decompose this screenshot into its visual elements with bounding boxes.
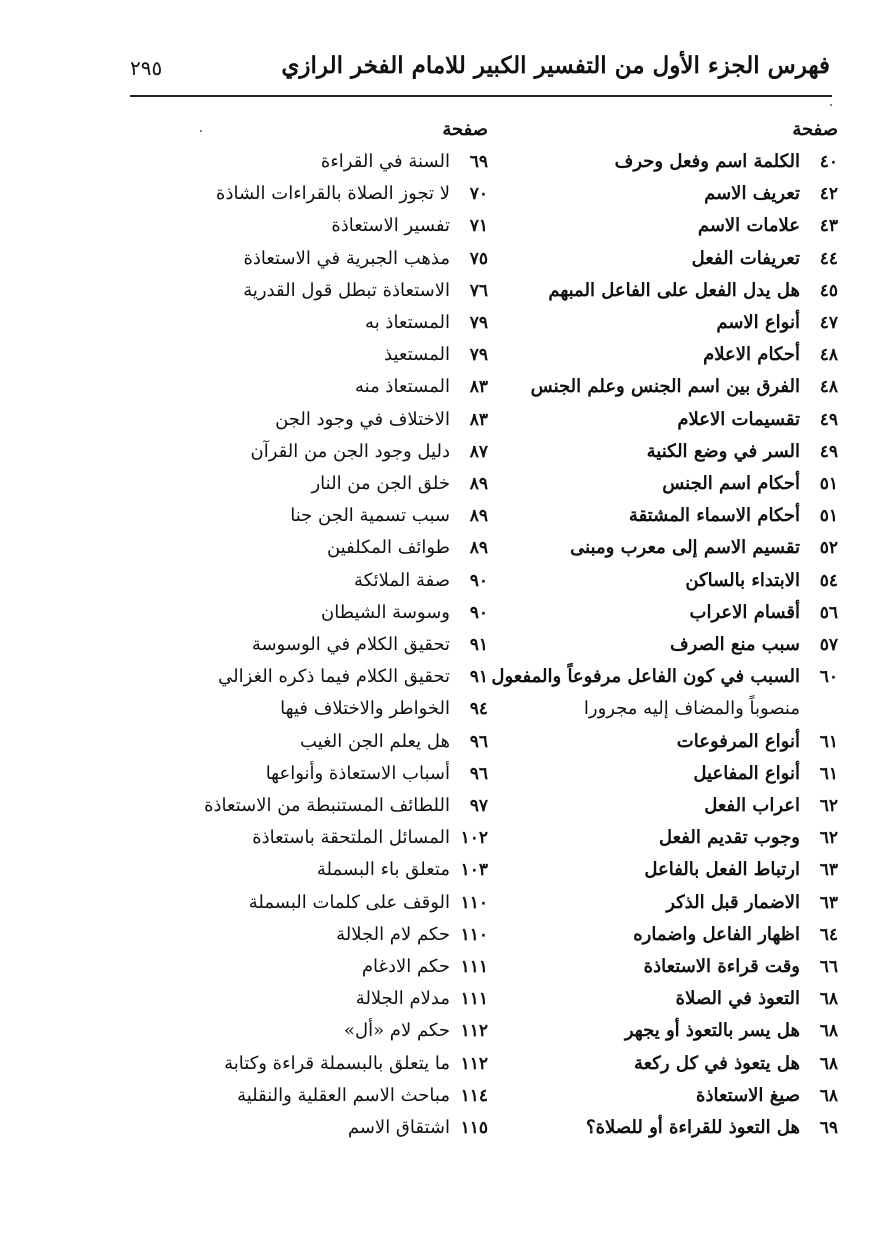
entry-page-number: ١١١ <box>460 989 488 1010</box>
entry-title: المسائل الملتحقة باستعاذة <box>252 827 450 849</box>
index-entry <box>528 1015 838 1047</box>
entry-title: أحكام الاعلام <box>703 344 800 366</box>
entry-title: اللطائف المستنبطة من الاستعاذة <box>204 795 450 817</box>
entry-title: المستعيذ <box>384 344 450 366</box>
entry-title: تفسير الاستعاذة <box>331 215 450 237</box>
entry-title: السر في وضع الكنية <box>646 440 800 462</box>
entry-page-number: ٦٨ <box>819 989 838 1010</box>
entry-page-number: ٦٨ <box>819 1085 838 1106</box>
entry-title: ارتباط الفعل بالفاعل <box>644 859 800 881</box>
index-entry <box>198 693 488 725</box>
index-entry <box>528 307 838 339</box>
index-entry <box>198 887 488 919</box>
entry-page-number: ٨٧ <box>469 441 488 462</box>
entry-title: الوقف على كلمات البسملة <box>248 891 450 913</box>
index-entry <box>198 1112 488 1144</box>
entry-page-number: ٥٤ <box>819 570 838 591</box>
index-entry <box>528 500 838 532</box>
entry-page-number: ٤٩ <box>819 441 838 462</box>
header-rule <box>130 95 832 97</box>
entry-title: حكم لام الجلالة <box>336 923 450 945</box>
index-entry <box>528 629 838 661</box>
index-entry <box>198 178 488 210</box>
index-entry <box>198 661 488 693</box>
scan-speck <box>830 104 832 106</box>
index-entry <box>491 661 838 693</box>
entry-title: أقسام الاعراب <box>689 601 800 623</box>
index-entry <box>198 1015 488 1047</box>
index-entry <box>528 887 838 919</box>
entry-title: التعوذ في الصلاة <box>675 988 800 1010</box>
index-entry <box>198 951 488 983</box>
index-entry <box>528 790 838 822</box>
index-entry <box>198 726 488 758</box>
entry-title: أسباب الاستعاذة وأنواعها <box>265 762 450 784</box>
entry-title: طوائف المكلفين <box>326 537 450 559</box>
entry-page-number: ٤٤ <box>819 248 838 269</box>
entry-title: هل يعلم الجن الغيب <box>299 730 450 752</box>
index-entry <box>198 404 488 436</box>
column-heading: صفحة <box>792 119 838 140</box>
entry-title: أنواع المرفوعات <box>676 730 800 752</box>
entry-title: ما يتعلق بالبسملة قراءة وكتابة <box>224 1052 450 1074</box>
entry-page-number: ٩٦ <box>469 731 488 752</box>
entry-page-number: ٤٥ <box>819 280 838 301</box>
entry-page-number: ٦٩ <box>819 1118 838 1139</box>
entry-title: سبب تسمية الجن جنا <box>290 505 450 527</box>
index-entry <box>528 146 838 178</box>
entry-page-number: ٩٠ <box>469 570 488 591</box>
entry-page-number: ٧٠ <box>469 184 488 205</box>
entry-page-number: ١١٢ <box>460 1053 488 1074</box>
entry-page-number: ٤٨ <box>819 345 838 366</box>
entry-title: هل التعوذ للقراءة أو للصلاة؟ <box>586 1117 800 1139</box>
entry-page-number: ٩٧ <box>469 796 488 817</box>
index-entry <box>528 919 838 951</box>
entry-page-number: ٤٩ <box>819 409 838 430</box>
entry-page-number: ٧١ <box>469 216 488 237</box>
page-header <box>130 52 830 94</box>
index-entry <box>198 1080 488 1112</box>
entry-title: الكلمة اسم وفعل وحرف <box>614 151 800 172</box>
entry-title: وجوب تقديم الفعل <box>658 827 800 849</box>
index-entry <box>198 1048 488 1080</box>
column-heading: صفحة <box>442 119 488 140</box>
entry-page-number: ٤٣ <box>819 216 838 237</box>
entry-page-number: ٦١ <box>819 731 838 752</box>
entry-page-number: ٨٣ <box>469 377 488 398</box>
entry-page-number: ٤٢ <box>819 184 838 205</box>
entry-page-number: ٨٩ <box>469 538 488 559</box>
index-entry <box>198 919 488 951</box>
entry-title: هل يدل الفعل على الفاعل المبهم <box>548 279 800 301</box>
index-entry <box>528 983 838 1015</box>
entry-page-number: ٨٣ <box>469 409 488 430</box>
entry-title: وسوسة الشيطان <box>321 601 450 623</box>
entry-page-number: ٤٠ <box>819 152 838 172</box>
entry-title: دليل وجود الجن من القرآن <box>250 440 450 462</box>
index-entry <box>198 436 488 468</box>
index-entry <box>528 854 838 886</box>
entry-page-number: ٦٣ <box>819 860 838 881</box>
entry-title: اشتقاق الاسم <box>347 1117 450 1139</box>
entry-page-number: ١٠٣ <box>460 860 488 881</box>
index-entry <box>528 436 838 468</box>
entry-page-number: ٦٩ <box>469 152 488 172</box>
entry-page-number: ٦٣ <box>819 892 838 913</box>
index-entry <box>198 597 488 629</box>
entry-title: تحقيق الكلام في الوسوسة <box>251 634 450 656</box>
entry-title: أحكام الاسماء المشتقة <box>628 505 800 527</box>
entry-page-number: ٧٩ <box>469 313 488 334</box>
index-entry <box>198 371 488 403</box>
entry-title: اعراب الفعل <box>704 795 800 817</box>
index-entry <box>528 178 838 210</box>
entry-page-number: ٦٢ <box>819 796 838 817</box>
entry-page-number: ٥٦ <box>819 602 838 623</box>
index-entry <box>528 951 838 983</box>
entry-page-number: ٧٦ <box>469 280 488 301</box>
entry-page-number: ٥١ <box>819 506 838 527</box>
entry-title: تقسيمات الاعلام <box>677 408 800 430</box>
entry-page-number: ٨٩ <box>469 474 488 495</box>
index-entry <box>528 404 838 436</box>
entry-page-number: ٦٦ <box>819 957 838 978</box>
scan-speck <box>200 130 202 132</box>
index-entry <box>528 597 838 629</box>
entry-page-number: ٥١ <box>819 474 838 495</box>
index-column-left <box>198 114 488 1144</box>
entry-title: منصوباً والمضاف إليه مجرورا <box>583 698 800 720</box>
entry-page-number: ١١٢ <box>460 1021 488 1042</box>
entry-page-number: ٥٧ <box>819 635 838 656</box>
entry-page-number: ٦٨ <box>819 1021 838 1042</box>
index-entry-continuation <box>528 693 838 725</box>
entry-title: السبب في كون الفاعل مرفوعاً والمفعول <box>491 666 800 688</box>
entry-title: الاستعاذة تبطل قول القدرية <box>243 279 450 301</box>
index-entry <box>528 726 838 758</box>
index-entry <box>528 243 838 275</box>
index-entry <box>528 1080 838 1112</box>
entry-page-number: ٩٠ <box>469 602 488 623</box>
entry-title: حكم لام «أل» <box>343 1020 450 1042</box>
index-entry <box>198 243 488 275</box>
index-entry <box>528 532 838 564</box>
entry-title: المستعاذ منه <box>354 376 450 398</box>
entry-title: مذهب الجبرية في الاستعاذة <box>243 247 450 269</box>
entry-title: صفة الملائكة <box>354 569 450 591</box>
entry-title: علامات الاسم <box>697 215 800 237</box>
entry-page-number: ١١٤ <box>460 1085 488 1106</box>
entry-title: أنواع الاسم <box>716 312 800 334</box>
entry-title: متعلق باء البسملة <box>316 859 450 881</box>
entry-page-number: ١١٠ <box>460 892 488 913</box>
entry-title: هل يتعوذ في كل ركعة <box>633 1052 800 1074</box>
entry-page-number: ٧٩ <box>469 345 488 366</box>
entry-title: تعريفات الفعل <box>691 247 800 269</box>
index-entry <box>528 210 838 242</box>
entry-page-number: ٩٦ <box>469 763 488 784</box>
index-entry <box>528 371 838 403</box>
entry-page-number: ١٠٢ <box>460 828 488 849</box>
entry-page-number: ٦٤ <box>819 924 838 945</box>
entry-page-number: ٩١ <box>469 635 488 656</box>
index-column-right <box>491 114 838 1144</box>
entry-title: خلق الجن من النار <box>311 473 450 495</box>
entry-title: الاختلاف في وجود الجن <box>275 408 450 430</box>
entry-title: حكم الادغام <box>361 956 450 978</box>
index-entry <box>198 629 488 661</box>
index-entry <box>198 983 488 1015</box>
entry-title: الاضمار قبل الذكر <box>666 891 800 913</box>
entry-title: مدلام الجلالة <box>355 988 450 1010</box>
index-entry <box>198 758 488 790</box>
entry-title: هل يسر بالتعوذ أو يجهر <box>624 1020 800 1042</box>
entry-page-number: ٦٨ <box>819 1053 838 1074</box>
entry-page-number: ٦٠ <box>819 667 838 688</box>
entry-title: الابتداء بالساكن <box>685 569 800 591</box>
index-entry <box>198 565 488 597</box>
entry-title: تقسيم الاسم إلى معرب ومبنى <box>570 537 800 559</box>
entry-page-number: ٦١ <box>819 763 838 784</box>
entry-page-number: ٩١ <box>469 667 488 688</box>
entry-page-number: ٦٢ <box>819 828 838 849</box>
index-entry <box>528 1048 838 1080</box>
entry-page-number: ٤٨ <box>819 377 838 398</box>
entry-page-number: ١١٥ <box>460 1118 488 1139</box>
index-entry <box>198 854 488 886</box>
index-entry <box>528 758 838 790</box>
entry-title: أحكام اسم الجنس <box>662 473 800 495</box>
entry-page-number: ٧٥ <box>469 248 488 269</box>
entry-title: المستعاذ به <box>365 312 450 334</box>
index-entry <box>528 275 838 307</box>
page-title: فهرس الجزء الأول من التفسير الكبير للامام الفخر الرازي <box>281 52 830 79</box>
entry-title: تحقيق الكلام فيما ذكره الغزالي <box>218 666 450 688</box>
page-number: ٢٩٥ <box>130 56 163 80</box>
index-entry <box>198 500 488 532</box>
entry-title: السنة في القراءة <box>320 151 450 172</box>
entry-title: مباحث الاسم العقلية والنقلية <box>237 1084 450 1106</box>
index-entry <box>528 822 838 854</box>
entry-title: لا تجوز الصلاة بالقراءات الشاذة <box>216 183 450 205</box>
index-entry <box>198 468 488 500</box>
index-entry <box>528 565 838 597</box>
entry-page-number: ٩٤ <box>469 699 488 720</box>
entry-page-number: ١١١ <box>460 957 488 978</box>
index-entry <box>198 790 488 822</box>
index-entry <box>528 339 838 371</box>
index-entry <box>198 339 488 371</box>
entry-title: تعريف الاسم <box>704 183 800 205</box>
index-entry <box>198 532 488 564</box>
index-entry <box>198 210 488 242</box>
entry-title: الفرق بين اسم الجنس وعلم الجنس <box>530 376 800 398</box>
entry-page-number: ٥٢ <box>819 538 838 559</box>
entry-page-number: ٨٩ <box>469 506 488 527</box>
index-entry <box>528 468 838 500</box>
entry-title: أنواع المفاعيل <box>693 762 800 784</box>
index-entry <box>198 275 488 307</box>
entry-title: اظهار الفاعل واضماره <box>633 923 800 945</box>
entry-title: سبب منع الصرف <box>669 634 800 656</box>
entry-title: الخواطر والاختلاف فيها <box>280 698 450 720</box>
entry-page-number: ١١٠ <box>460 924 488 945</box>
index-entry <box>198 822 488 854</box>
index-entry <box>198 146 488 178</box>
entry-title: وقت قراءة الاستعاذة <box>643 956 800 978</box>
index-entry <box>198 307 488 339</box>
entry-page-number: ٤٧ <box>819 313 838 334</box>
entry-title: صيغ الاستعاذة <box>696 1084 800 1106</box>
index-entry <box>528 1112 838 1144</box>
